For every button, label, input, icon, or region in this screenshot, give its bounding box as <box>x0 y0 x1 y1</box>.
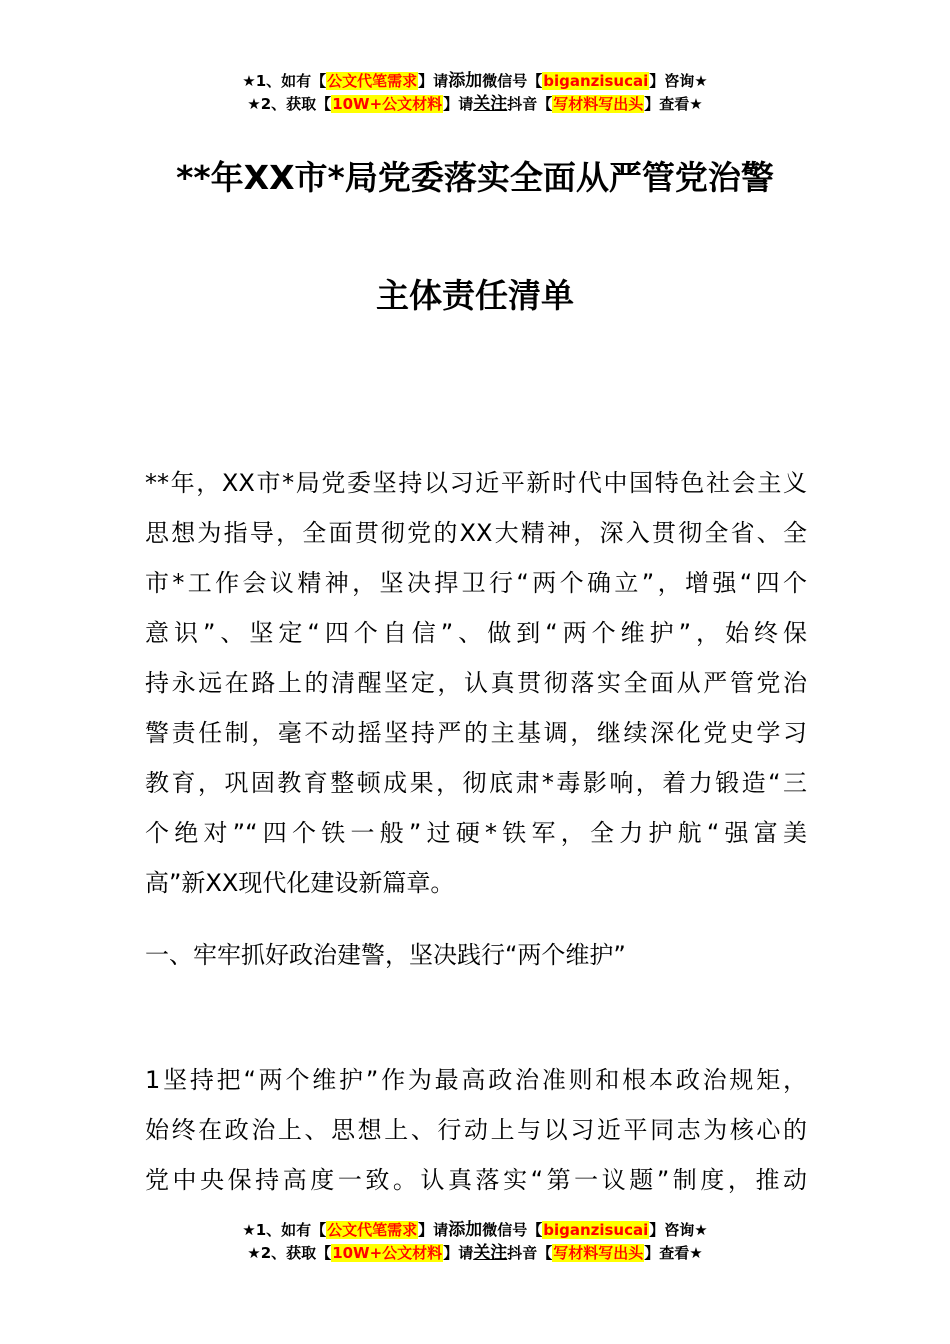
banner-line-2 <box>0 1242 950 1265</box>
paragraph-line: 思想为指导，全面贯彻党的XX大精神，深入贯彻全省、全 <box>145 519 807 547</box>
header-banner <box>0 70 950 116</box>
banner-text: 】查看★ <box>644 1244 703 1262</box>
banner-text: ★2、获取【 <box>247 95 332 113</box>
paragraph-line: 个绝对”“四个铁一般”过硬*铁军，全力护航“强富美 <box>145 819 807 847</box>
banner-text: ★1、如有【 <box>242 72 327 90</box>
paragraph-line: 始终在政治上、思想上、行动上与以习近平同志为核心的 <box>145 1116 807 1144</box>
paragraph-line: 市*工作会议精神，坚决捍卫行“两个确立”，增强“四个 <box>145 569 807 597</box>
banner-text: 】请 <box>418 1221 449 1239</box>
banner-text: 微信号【 <box>482 1221 543 1239</box>
paragraph-line: 党中央保持高度一致。认真落实“第一议题”制度，推动 <box>145 1166 807 1194</box>
banner-line-1 <box>0 70 950 93</box>
paragraph-line: 1坚持把“两个维护”作为最高政治准则和根本政治规矩， <box>145 1066 807 1094</box>
banner-douyin-id: 写材料写出头 <box>553 1244 644 1262</box>
banner-text: 】咨询★ <box>649 72 708 90</box>
banner-text: 】请 <box>443 95 474 113</box>
paragraph-line: **年，XX市*局党委坚持以习近平新时代中国特色社会主义 <box>145 469 807 497</box>
paragraph-line: 高”新XX现代化建设新篇章。 <box>145 869 455 897</box>
banner-wechat-id: biganzisucai <box>543 72 649 90</box>
banner-highlight: 10W+公文材料 <box>332 1244 443 1262</box>
banner-text: ★1、如有【 <box>242 1221 327 1239</box>
banner-wechat-id: biganzisucai <box>543 1221 649 1239</box>
banner-text: 微信号【 <box>482 72 543 90</box>
banner-highlight: 10W+公文材料 <box>332 95 443 113</box>
banner-text: 抖音【 <box>507 1244 553 1262</box>
section-heading-text: 一、牢牢抓好政治建警，坚决践行“两个维护” <box>145 941 626 969</box>
intro-paragraph <box>145 458 807 908</box>
banner-highlight: 公文代笔需求 <box>327 1221 418 1239</box>
section-heading-1 <box>145 930 807 980</box>
item-1-paragraph <box>145 1055 807 1205</box>
footer-banner <box>0 1219 950 1265</box>
banner-text: 】查看★ <box>644 95 703 113</box>
banner-text: 添加 <box>448 71 483 91</box>
paragraph-line: 持永远在路上的清醒坚定，认真贯彻落实全面从严管党治 <box>145 669 807 697</box>
banner-text: 】咨询★ <box>649 1221 708 1239</box>
banner-highlight: 公文代笔需求 <box>327 72 418 90</box>
paragraph-line: 警责任制，毫不动摇坚持严的主基调，继续深化党史学习 <box>145 719 807 747</box>
banner-text: 】请 <box>443 1244 474 1262</box>
banner-douyin-id: 写材料写出头 <box>553 95 644 113</box>
paragraph-line: 意识”、坚定“四个自信”、做到“两个维护”，始终保 <box>145 619 807 647</box>
banner-text: 关注 <box>473 1243 508 1263</box>
banner-text: 关注 <box>473 94 508 114</box>
banner-line-2 <box>0 93 950 116</box>
banner-text: ★2、获取【 <box>247 1244 332 1262</box>
banner-line-1 <box>0 1219 950 1242</box>
document-title-line-1: **年XX市*局党委落实全面从严管党治警 <box>176 158 774 197</box>
banner-text: 】请 <box>418 72 449 90</box>
banner-text: 抖音【 <box>507 95 553 113</box>
banner-text: 添加 <box>448 1220 483 1240</box>
document-title-line-2: 主体责任清单 <box>376 276 574 315</box>
paragraph-line: 教育，巩固教育整顿成果，彻底肃*毒影响，着力锻造“三 <box>145 769 807 797</box>
